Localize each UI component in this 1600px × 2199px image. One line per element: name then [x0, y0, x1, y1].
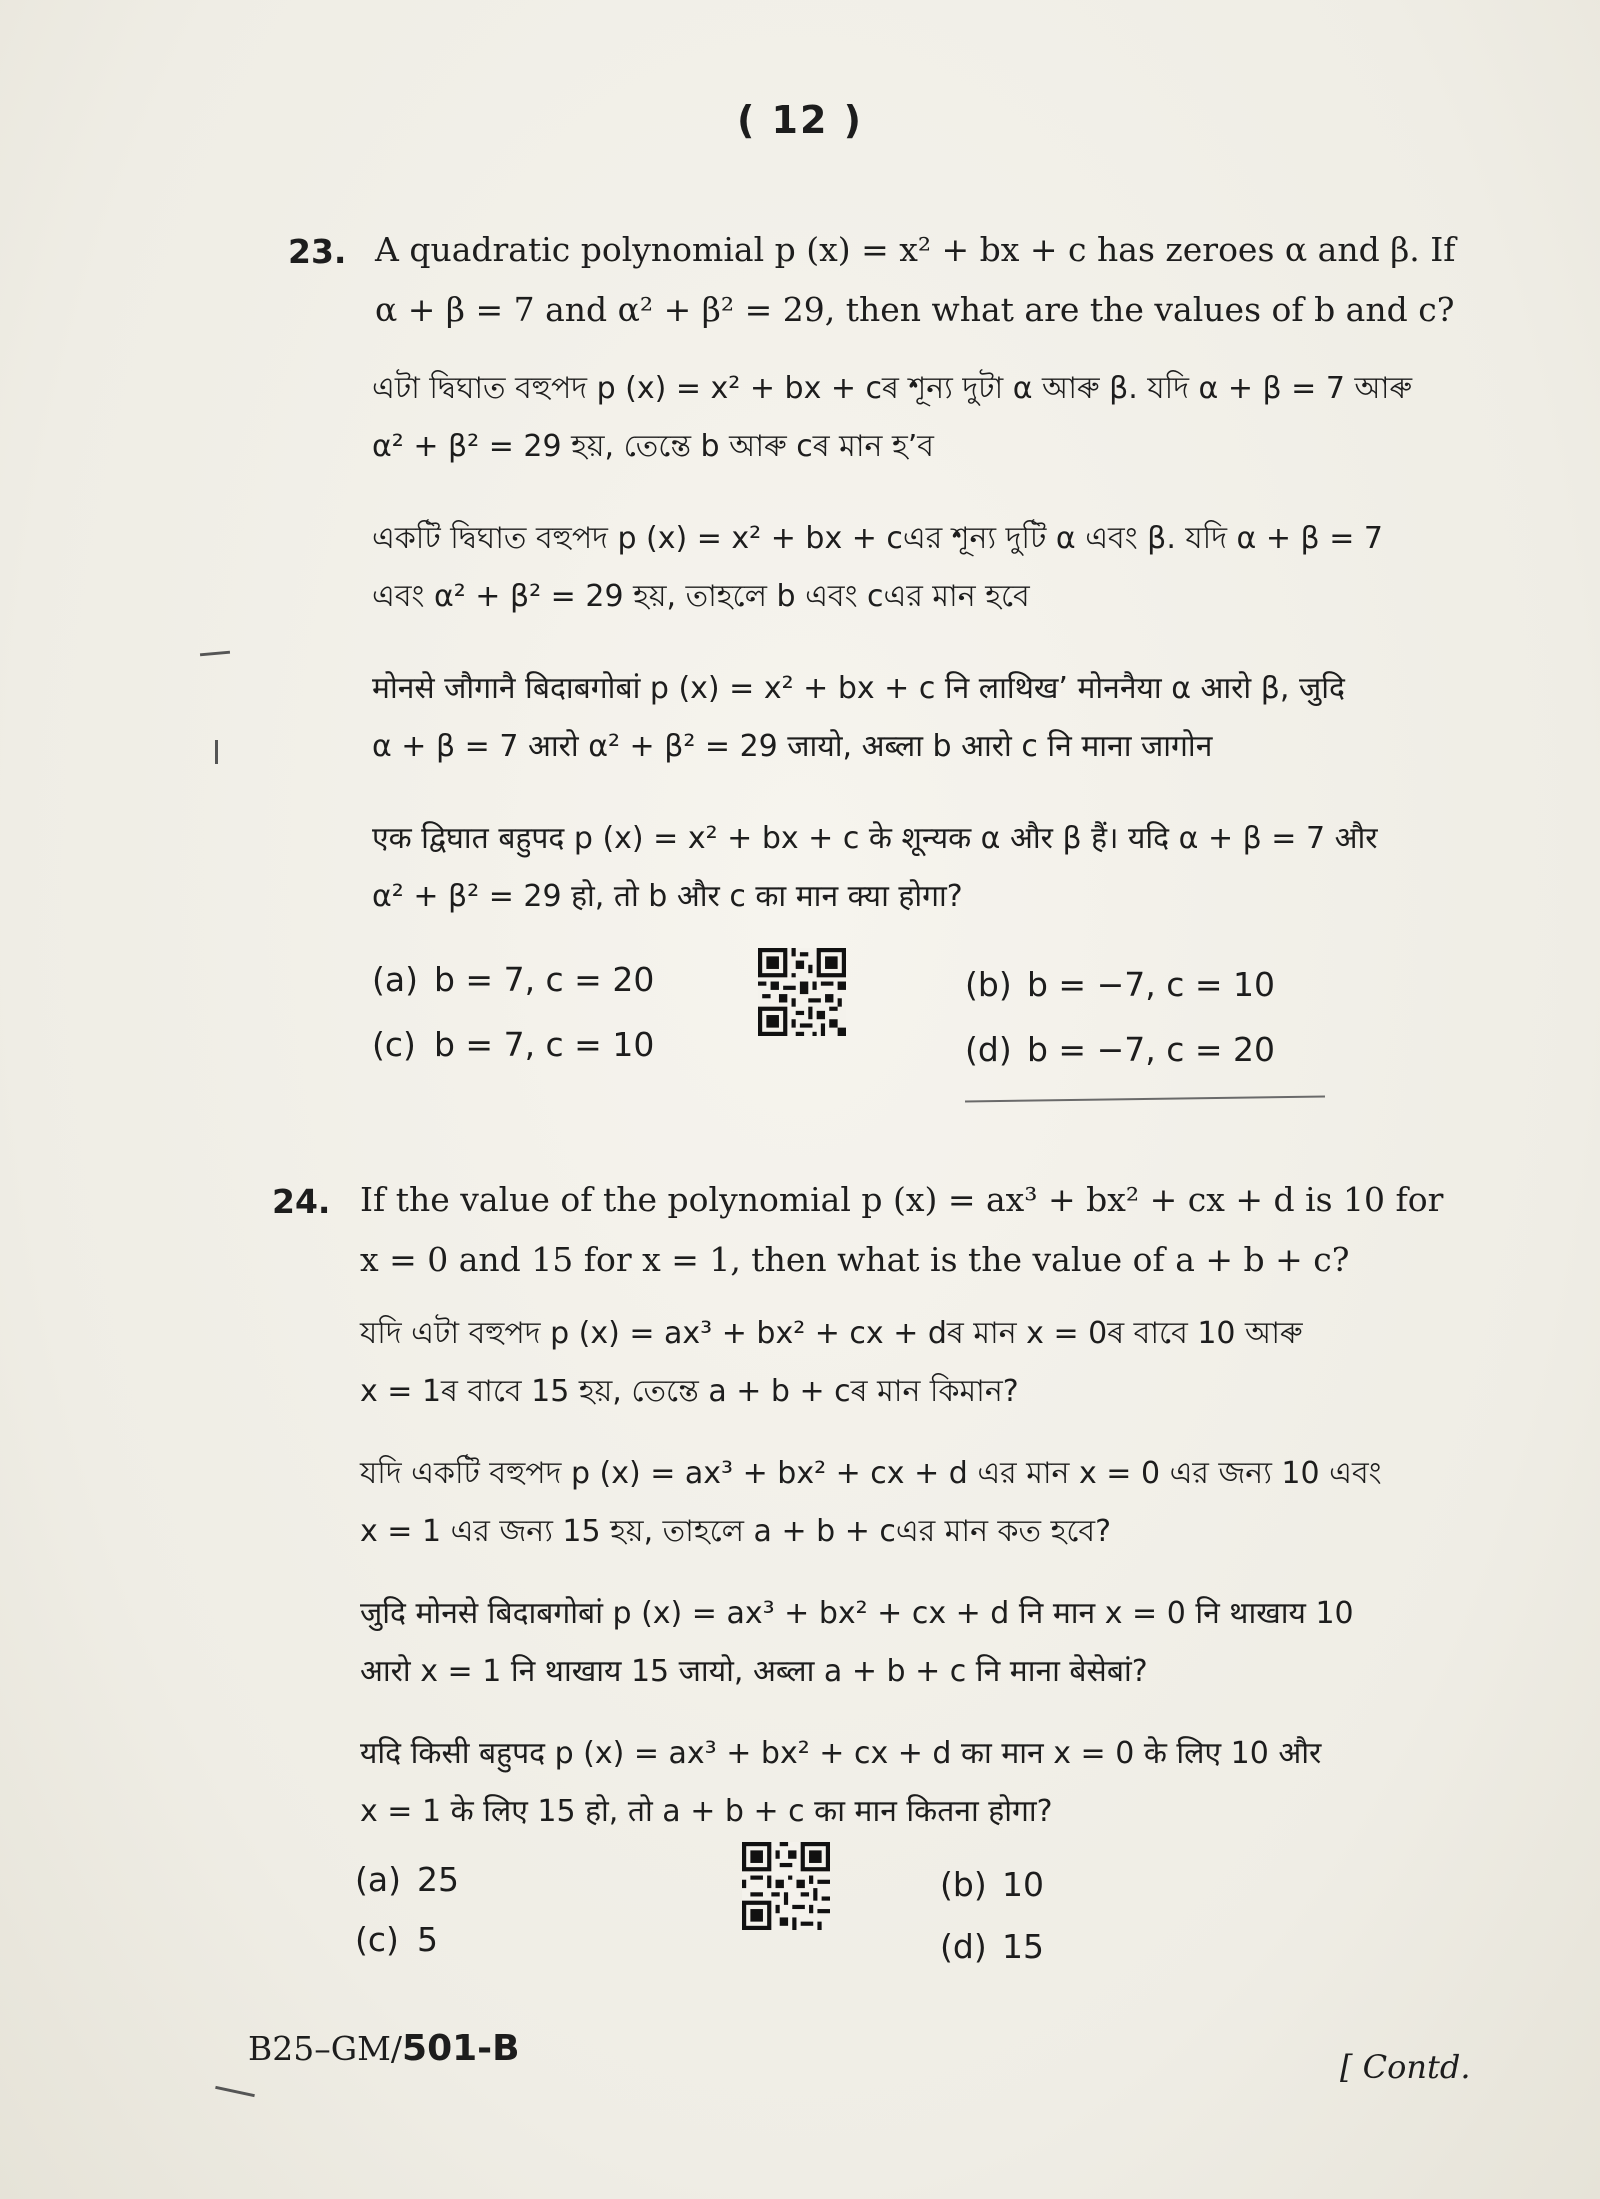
question-text-english: If the value of the polynomial p (x) = ax³ + bx² + cx + d is 10 for x = 0 and 15 for x = 1, then what is the value of a + b + c?: [360, 1180, 1444, 1279]
question-number: 24.: [272, 1182, 331, 1221]
option-text: b = −7, c = 20: [1027, 1030, 1275, 1069]
margin-mark: [215, 2086, 255, 2097]
option-label: (a): [372, 960, 418, 999]
option-d: [965, 1030, 1275, 1069]
continued-label: [ Contd.: [1340, 2048, 1471, 2086]
translation-assamese: এটা দ্বিঘাত বহুপদ p (x) = x² + bx + cৰ শূন্য দুটা α আৰু β. যদি α + β = 7 আৰু α² + β² = 29 হয়, তেন্তে b আৰু cৰ মান হ’ব: [372, 371, 1413, 464]
option-text: b = 7, c = 20: [434, 960, 655, 999]
question-text-english: A quadratic polynomial p (x) = x² + bx + c has zeroes α and β. If α + β = 7 and α² + β² = 29, then what are the values of b and c?: [375, 230, 1456, 329]
translation-bengali: একটি দ্বিঘাত বহুপদ p (x) = x² + bx + cএর শূন্য দুটি α এবং β. যদি α + β = 7 এবং α² + β² = 29 হয়, তাহলে b এবং cএর মান হবে: [372, 521, 1383, 614]
option-text: b = 7, c = 10: [434, 1025, 655, 1064]
page-number: ( 12 ): [736, 98, 864, 142]
option-label: (b): [940, 1865, 987, 1904]
option-d: [940, 1927, 1044, 1966]
option-a: [355, 1860, 459, 1899]
option-label: (b): [965, 965, 1012, 1004]
question-24: [250, 1170, 1500, 1980]
paper-code-prefix: B25–GM/: [248, 2029, 403, 2068]
underline-mark: [965, 1095, 1325, 1102]
option-label: (d): [965, 1030, 1012, 1069]
option-text: 15: [1002, 1927, 1044, 1966]
translation-hindi: एक द्विघात बहुपद p (x) = x² + bx + c के शून्यक α और β हैं। यदि α + β = 7 और α² + β² = 29 हो, तो b और c का मान क्या होगा?: [372, 821, 1378, 914]
margin-mark: [200, 651, 230, 657]
option-b: [940, 1865, 1044, 1904]
translation-assamese: যদি এটা বহুপদ p (x) = ax³ + bx² + cx + dৰ মান x = 0ৰ বাবে 10 আৰু x = 1ৰ বাবে 15 হয়, তেন্তে a + b + cৰ মান কিমান?: [360, 1316, 1303, 1409]
translation-bengali: যদি একটি বহুপদ p (x) = ax³ + bx² + cx + d এর মান x = 0 এর জন্য 10 এবং x = 1 এর জন্য 15 হয়, তাহলে a + b + cএর মান কত হবে?: [360, 1456, 1382, 1549]
question-number: 23.: [288, 232, 347, 271]
option-text: 10: [1002, 1865, 1044, 1904]
question-23: [250, 220, 1500, 1100]
margin-mark: [215, 740, 218, 764]
option-text: 25: [417, 1860, 459, 1899]
option-label: (d): [940, 1927, 987, 1966]
option-text: 5: [417, 1920, 438, 1959]
translation-hindi: यदि किसी बहुपद p (x) = ax³ + bx² + cx + d का मान x = 0 के लिए 10 और x = 1 के लिए 15 हो, तो a + b + c का मान कितना होगा?: [360, 1736, 1322, 1829]
option-label: (c): [372, 1025, 416, 1064]
option-label: (c): [355, 1920, 399, 1959]
translation-bodo: जुदि मोनसे बिदाबगोबां p (x) = ax³ + bx² + cx + d नि मान x = 0 नि थाखाय 10 आरो x = 1 नि थाखाय 15 जायो, अब्ला a + b + c नि माना बेसेबां?: [360, 1596, 1354, 1689]
paper-code: [248, 2028, 520, 2069]
paper-code-number: 501-B: [402, 2028, 520, 2069]
option-a: [372, 960, 654, 999]
qr-code-icon: [758, 948, 846, 1036]
option-label: (a): [355, 1860, 401, 1899]
option-text: b = −7, c = 10: [1027, 965, 1275, 1004]
qr-code-icon: [742, 1842, 830, 1930]
translation-bodo: मोनसे जौगानै बिदाबगोबां p (x) = x² + bx + c नि लाथिख’ मोननैया α आरो β, जुदि α + β = 7 आरो α² + β² = 29 जायो, अब्ला b आरो c नि माना जागोन: [372, 671, 1345, 764]
option-c: [355, 1920, 438, 1959]
option-c: [372, 1025, 654, 1064]
option-b: [965, 965, 1275, 1004]
